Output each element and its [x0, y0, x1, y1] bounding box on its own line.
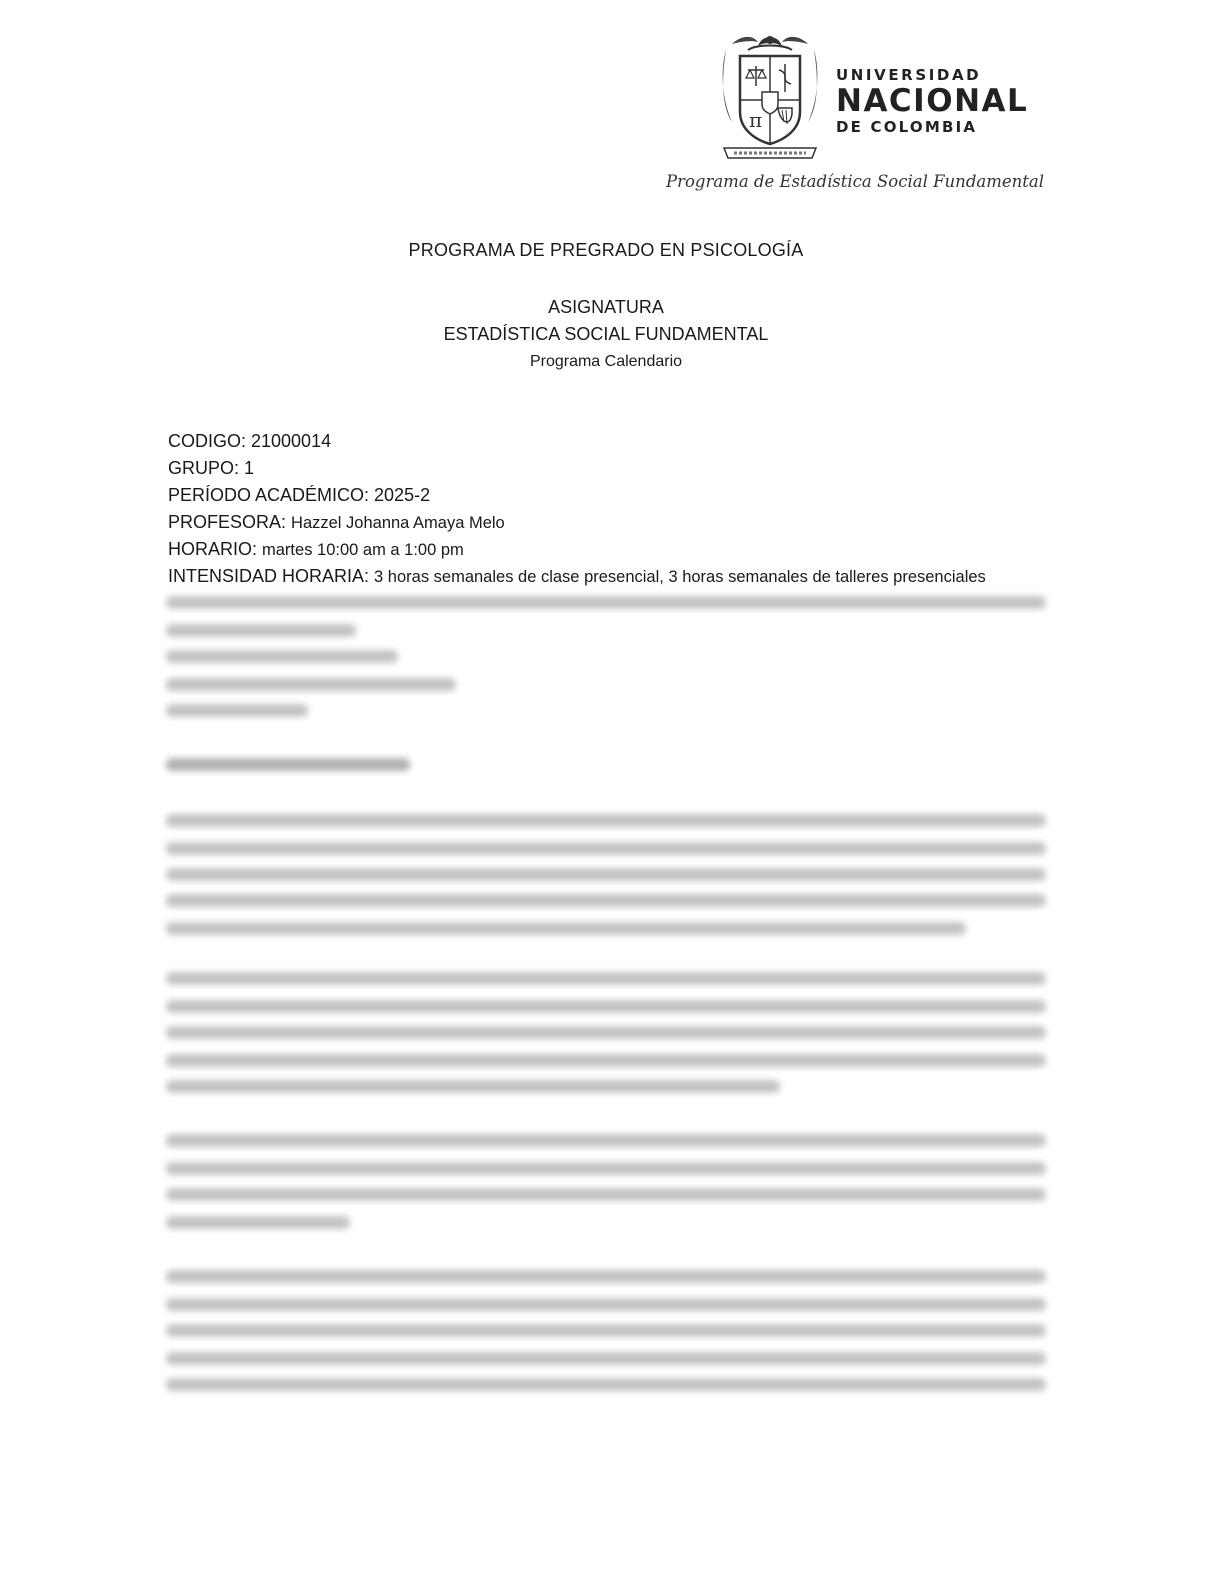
blurred-line [166, 1054, 1046, 1067]
university-name-line1: UNIVERSIDAD [836, 66, 982, 84]
intensidad-value: 3 horas semanales de clase presencial, 3 horas semanales de talleres presenciales [374, 568, 986, 586]
blurred-line [166, 1324, 1046, 1337]
grupo-text: GRUPO: 1 [168, 458, 255, 478]
subject-label: ASIGNATURA [548, 297, 664, 317]
info-codigo [168, 428, 1068, 455]
info-intensidad [168, 563, 1068, 590]
university-name-line2: NACIONAL [836, 83, 1029, 119]
subject-heading [0, 294, 1212, 375]
blurred-content [166, 592, 1050, 1412]
university-seal-icon [718, 30, 822, 164]
blurred-line [166, 704, 308, 717]
horario-value: martes 10:00 am a 1:00 pm [262, 541, 464, 559]
blurred-line [166, 1080, 780, 1093]
document-title: PROGRAMA DE PREGRADO EN PSICOLOGÍA [408, 240, 804, 260]
course-info [168, 428, 1068, 590]
university-name-line3: DE COLOMBIA [836, 118, 978, 136]
blurred-line [166, 596, 1046, 609]
info-periodo [168, 482, 1068, 509]
blurred-line [166, 1270, 1046, 1283]
blurred-line [166, 650, 398, 663]
blurred-line [166, 1378, 1046, 1391]
blurred-line [166, 1162, 1046, 1175]
info-profesora [168, 509, 1068, 536]
blurred-line [166, 624, 356, 637]
blurred-line [166, 1000, 1046, 1013]
university-logo [718, 30, 1048, 170]
blurred-line [166, 814, 1046, 827]
blurred-line [166, 1352, 1046, 1365]
periodo-text: PERÍODO ACADÉMICO: 2025-2 [168, 485, 431, 505]
blurred-heading [166, 758, 410, 771]
blurred-line [166, 894, 1046, 907]
blurred-line [166, 678, 456, 691]
codigo-text: CODIGO: 21000014 [168, 431, 332, 451]
blurred-line [166, 972, 1046, 985]
blurred-line [166, 1134, 1046, 1147]
program-caption: Programa de Estadística Social Fundamental [665, 172, 1044, 191]
blurred-line [166, 842, 1046, 855]
document-subtitle: Programa Calendario [529, 353, 683, 370]
svg-text:π: π [749, 108, 763, 132]
profesora-label: PROFESORA: [168, 512, 292, 532]
blurred-line [166, 868, 1046, 881]
subject-name: ESTADÍSTICA SOCIAL FUNDAMENTAL [443, 324, 769, 344]
intensidad-label: INTENSIDAD HORARIA: [168, 566, 375, 586]
info-horario [168, 536, 1068, 563]
blurred-line [166, 1026, 1046, 1039]
blurred-line [166, 1298, 1046, 1311]
info-grupo [168, 455, 1068, 482]
blurred-line [166, 922, 966, 935]
profesora-value: Hazzel Johanna Amaya Melo [291, 514, 505, 532]
horario-label: HORARIO: [168, 539, 263, 559]
blurred-line [166, 1188, 1046, 1201]
blurred-line [166, 1216, 350, 1229]
university-name [836, 66, 1028, 136]
